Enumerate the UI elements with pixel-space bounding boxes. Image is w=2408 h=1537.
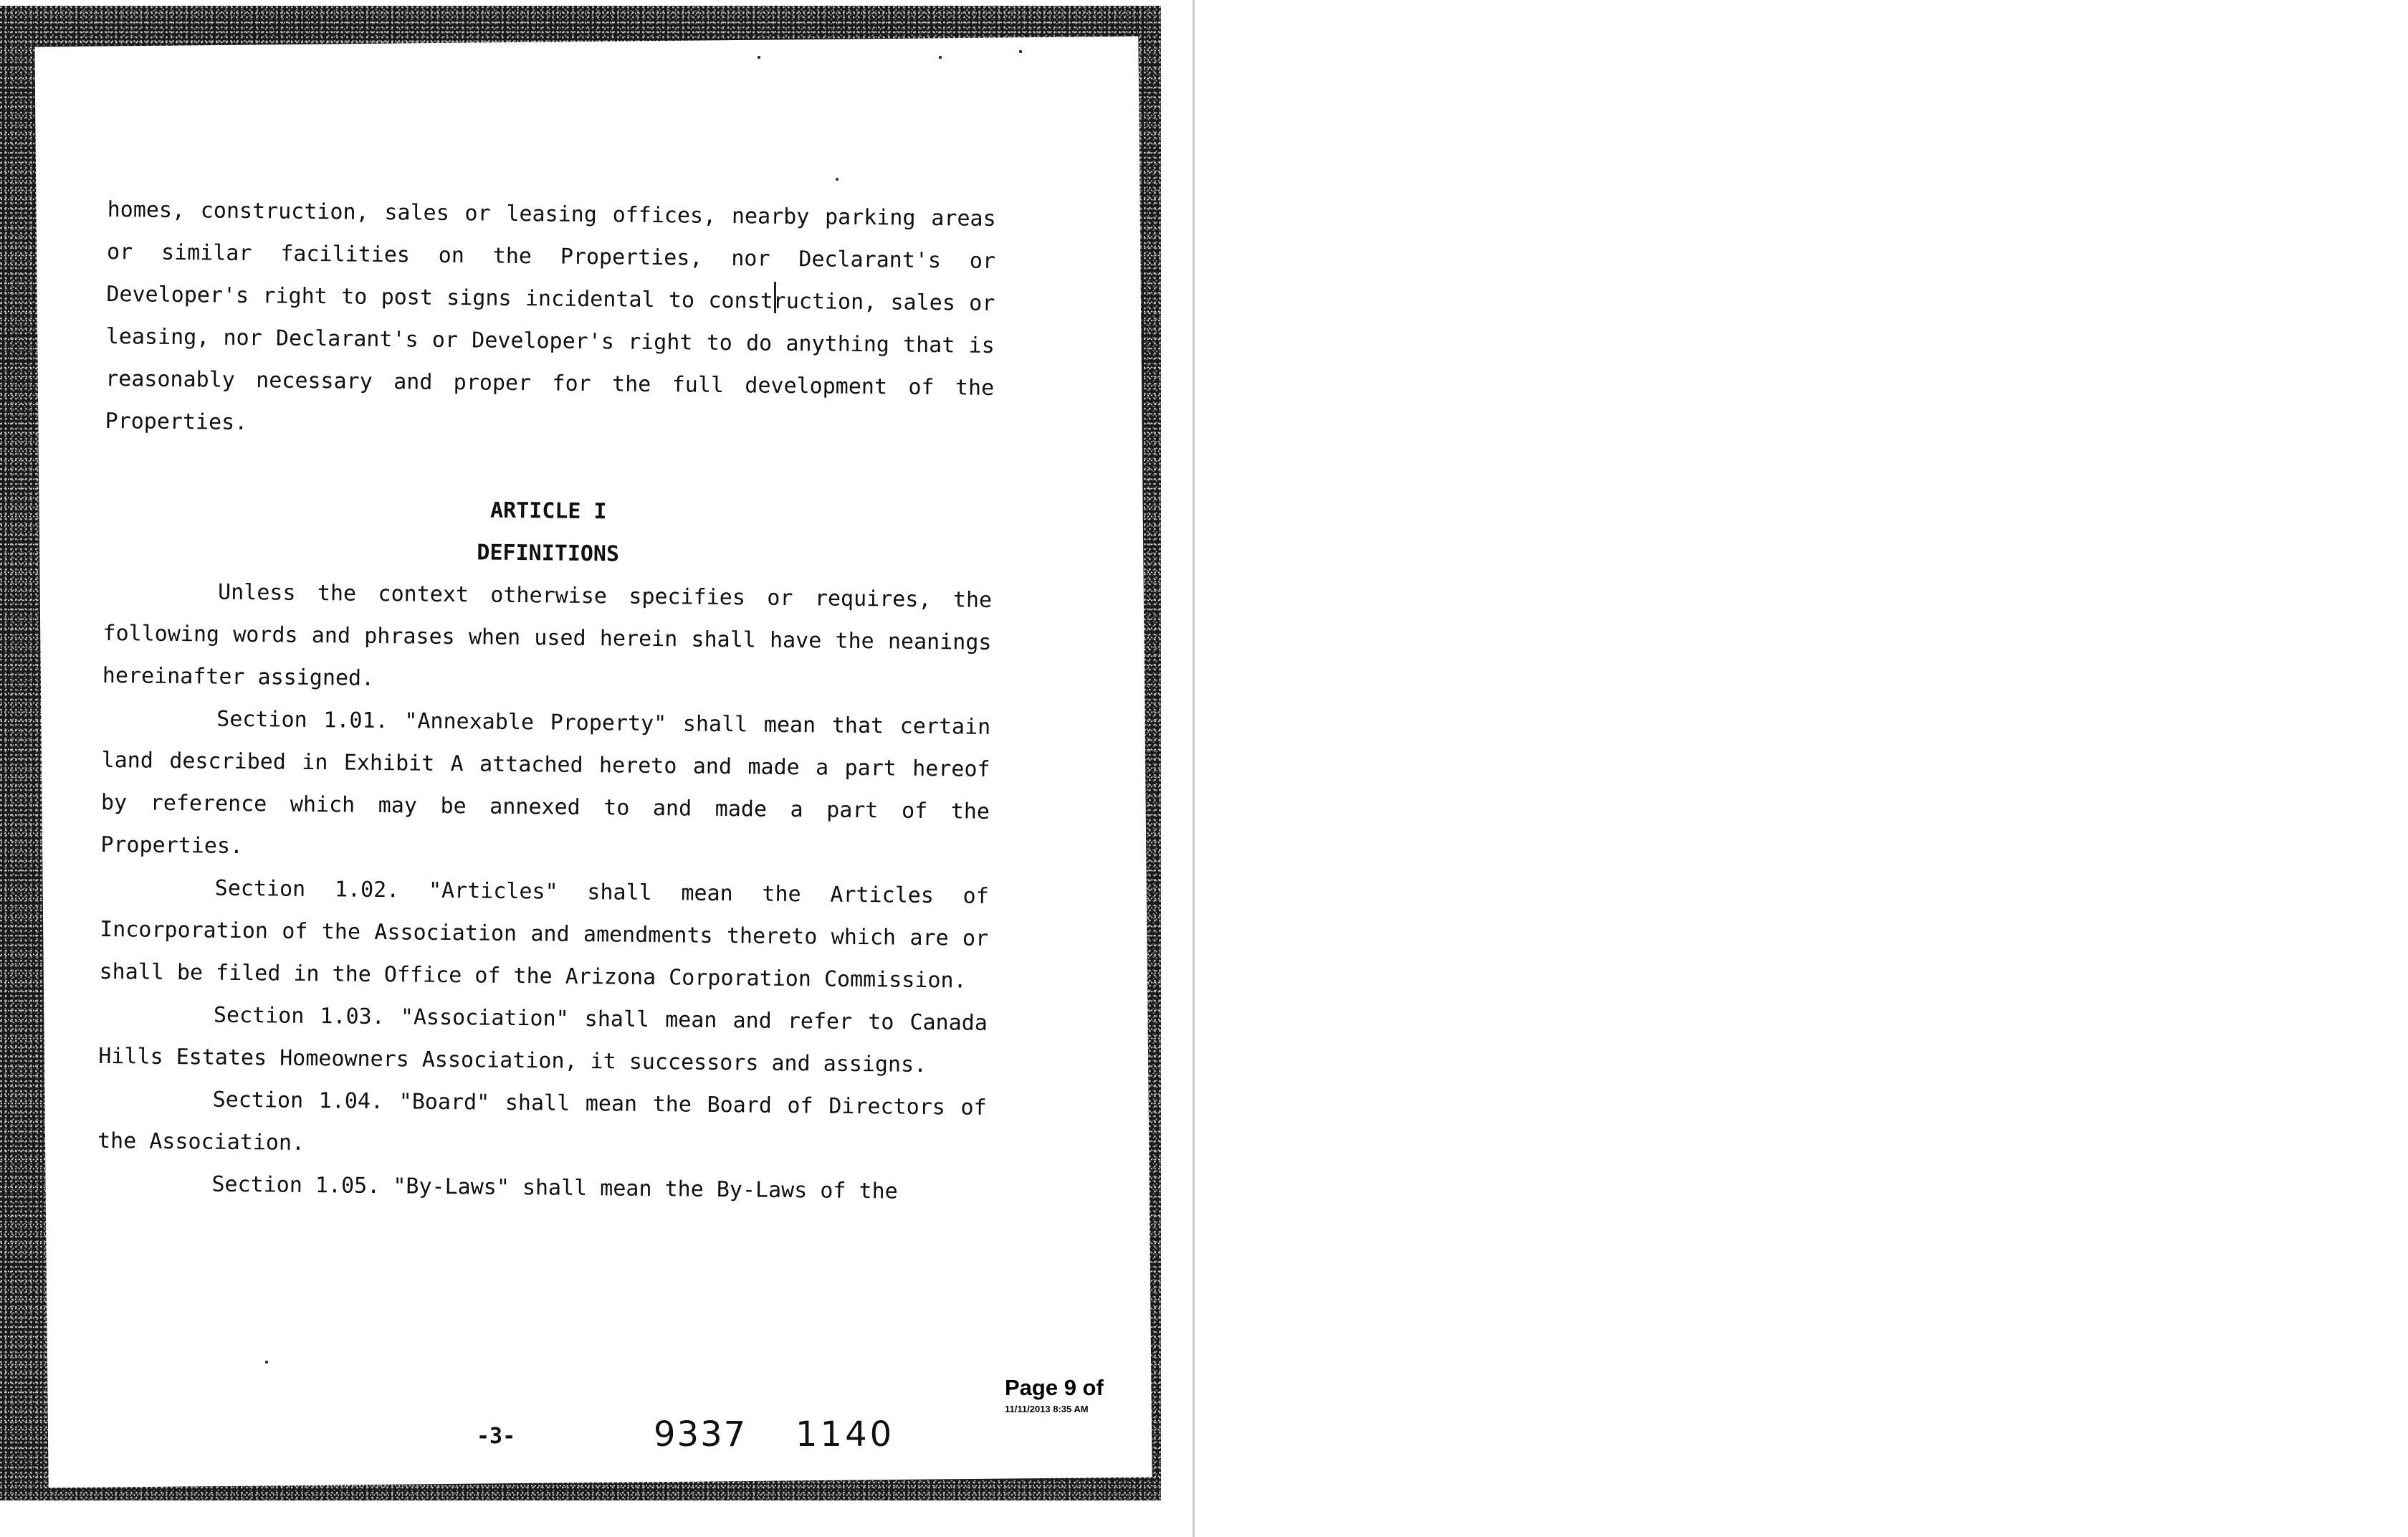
- paragraph-definitions-intro: Unless the context otherwise specifies or requires, the following words and phrases when used herein shall have the neanings hereinafter assigned.: [102, 579, 993, 691]
- stamp-page-of: Page 9 of: [1005, 1375, 1104, 1400]
- paragraph-intro: homes, construction, sales or leasing offices, nearby parking areas or similar facilities on the Properties, nor Declarant's or Developer's right to post signs incidental to construction, sales or leasing, nor Declarant's or Developer's right to do anything that is reasonably necessary and proper for the full development of the Properties.: [105, 196, 996, 436]
- section-1-02: Section 1.02. "Articles" shall mean the Articles of Incorporation of the Association and amendments thereto which are or shall be filed in the Office of the Arizona Corporation Commission.: [99, 875, 989, 994]
- article-heading: ARTICLE I: [489, 498, 607, 525]
- section-1-05: Section 1.05. "By-Laws" shall mean the By-Laws of the: [211, 1171, 898, 1204]
- viewer-divider: [1193, 0, 1195, 1537]
- page-stamp: [1005, 1375, 1104, 1414]
- section-1-04: Section 1.04. "Board" shall mean the Board of Directors of the Association.: [97, 1087, 987, 1156]
- section-1-03: Section 1.03. "Association" shall mean and refer to Canada Hills Estates Homeowners Association, it successors and assigns.: [98, 1002, 988, 1078]
- scanned-page: [0, 6, 1161, 1500]
- section-1-01: Section 1.01. "Annexable Property" shall mean that certain land described in Exhibit A attached hereto and made a part hereof by reference which may be annexed to and made a part of the Properties.: [100, 706, 991, 860]
- document-body: [97, 189, 996, 1214]
- footer-page-number: -3-: [477, 1424, 516, 1449]
- footer-recording-page: 1140: [796, 1414, 895, 1455]
- stamp-datetime: 11/11/2013 8:35 AM: [1005, 1404, 1089, 1414]
- footer-book-number: 9337: [654, 1414, 747, 1455]
- definitions-heading: DEFINITIONS: [477, 540, 620, 567]
